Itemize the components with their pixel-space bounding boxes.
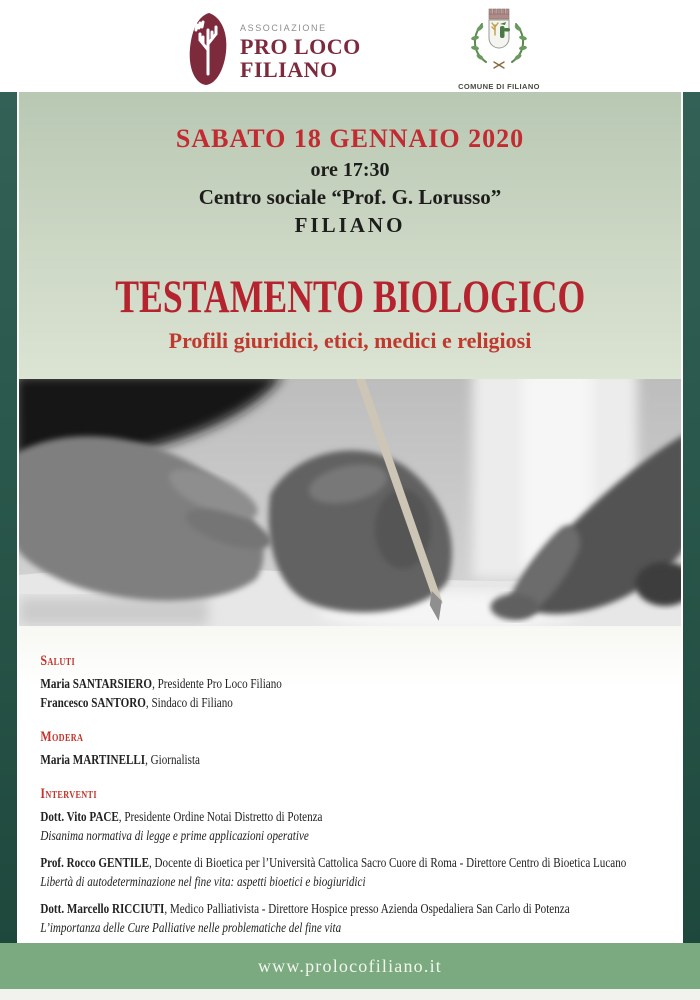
hands-writing-photo — [19, 379, 681, 626]
comune-logo — [447, 6, 551, 91]
event-city: FILIANO — [294, 213, 406, 237]
header-band — [0, 0, 700, 92]
event-time: ore 17:30 — [310, 159, 390, 181]
interventi-heading: Interventi — [40, 786, 97, 802]
person-line: Prof. Rocco GENTILE, Docente di Bioetica per l’Università Cattolica Sacro Cuore di Roma - Direttore Centro di Bioetica Lucano — [40, 855, 627, 870]
event-venue: Centro sociale “Prof. G. Lorusso” — [198, 185, 502, 209]
footer-band — [0, 943, 700, 989]
poster-content — [17, 92, 683, 943]
talk-topic: L’importanza delle Cure Palliative nelle problematiche del fine vita — [40, 920, 342, 935]
saluti-heading: Saluti — [40, 653, 76, 669]
proloco-logo — [188, 12, 361, 91]
person-line: Maria SANTARSIERO, Presidente Pro Loco Filiano — [40, 676, 282, 691]
talk-topic: Libertà di autodeterminazione nel fine vita: aspetti bioetici e biogiuridici — [40, 874, 366, 889]
programme-sections — [19, 626, 681, 964]
proloco-name-line1: PRO LOCO — [240, 33, 361, 59]
event-date: SABATO 18 GENNAIO 2020 — [175, 124, 525, 153]
comune-coat-of-arms-icon — [456, 63, 542, 80]
person-line: Dott. Marcello RICCIUTI, Medico Palliativista - Direttore Hospice presso Azienda Ospedaliera San Carlo di Potenza — [40, 901, 570, 916]
event-title: TESTAMENTO BIOLOGICO — [114, 271, 586, 323]
event-subtitle: Profili giuridici, etici, medici e religiosi — [168, 328, 532, 353]
talk-topic: Disanima normativa di legge e prime applicazioni operative — [40, 828, 309, 843]
modera-heading: Modera — [40, 729, 84, 745]
proloco-association-label: ASSOCIAZIONE — [240, 22, 327, 33]
person-line: Dott. Vito PACE, Presidente Ordine Notai Distretto di Potenza — [40, 809, 323, 824]
bottom-strip — [0, 989, 700, 1000]
frame-left — [0, 92, 17, 943]
proloco-logo-text — [240, 23, 361, 81]
comune-caption: COMUNE DI FILIANO — [458, 82, 540, 91]
website-url: www.prolocofiliano.it — [257, 956, 442, 976]
person-line: Francesco SANTORO, Sindaco di Filiano — [40, 695, 233, 710]
person-line: Maria MARTINELLI, Giornalista — [40, 752, 200, 767]
proloco-name-line2: FILIANO — [240, 56, 338, 82]
proloco-tree-emblem-icon — [188, 12, 228, 91]
frame-right — [683, 92, 700, 943]
